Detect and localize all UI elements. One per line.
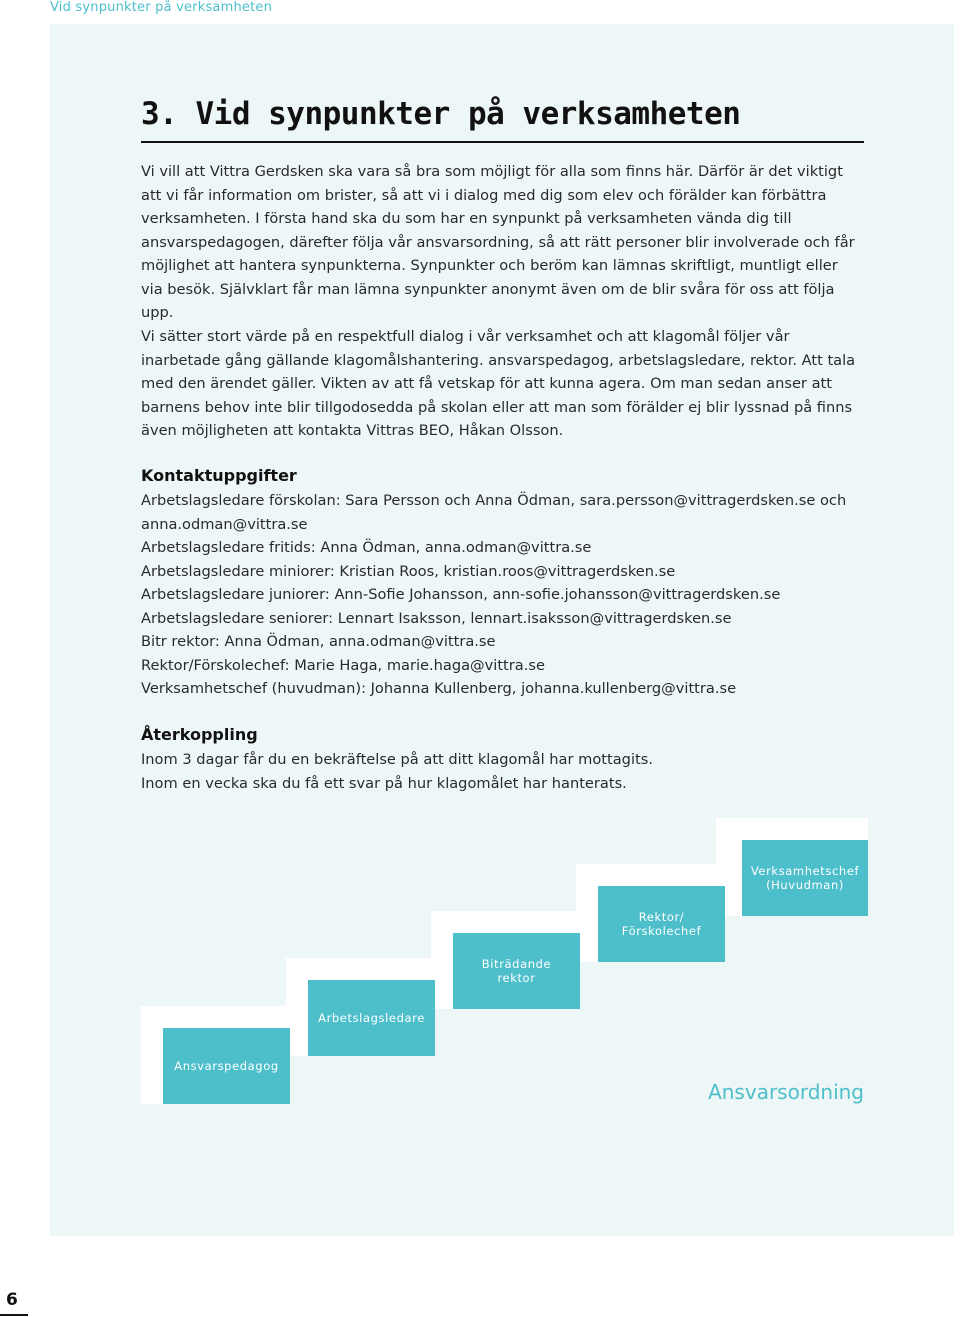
contact-line: Arbetslagsledare förskolan: Sara Persson och Anna Ödman, sara.persson@vittragerdsken.se och xyxy=(141,492,847,509)
ladder-step-bitradande-rektor: Biträdande rektor xyxy=(453,933,580,1009)
page-number: 6 xyxy=(6,1290,18,1310)
contact-line: Verksamhetschef (huvudman): Johanna Kullenberg, johanna.kullenberg@vittra.se xyxy=(141,680,737,697)
intro-paragraph-1: Vi vill att Vittra Gerdsken ska vara så bra som möjligt för alla som finns här. Därför är det viktigt att vi får information om brister, så att vi i dialog med dig som elev och förälder kan förbättra verksamheten. I första hand ska du som har en synpunkt på verksamheten vända dig till ansvarspedagogen, därefter följa vår ansvarsordning, så att rätt personer blir involverade och får möjlighet att hantera synpunkterna. Synpunkter och beröm kan lämnas skriftligt, muntligt eller via besök. Självklart får man lämna synpunkter anonymt även om de blir svåra för oss att följa upp. xyxy=(141,163,855,321)
running-header: Vid synpunkter på verksamheten xyxy=(50,0,273,15)
section-title: 3. Vid synpunkter på verksamheten xyxy=(141,96,741,132)
contacts-heading: Kontaktuppgifter xyxy=(141,466,297,485)
contact-line: Arbetslagsledare miniorer: Kristian Roos, kristian.roos@vittragerdsken.se xyxy=(141,562,676,580)
feedback-line: Inom en vecka ska du få ett svar på hur klagomålet har hanterats. xyxy=(141,774,627,792)
intro-paragraph-2: Vi sätter stort värde på en respektfull dialog i vår verksamhet och att klagomål följer vår inarbetade gång gällande klagomålshantering. ansvarspedagog, arbetslagsledare, rektor. Att tala med den ärendet gäller. Vikten av att få vetskap för att kunna agera. Om man sedan anser att barnens behov inte blir tillgodosedda på skolan eller att man som förälder ej blir lyssnad på finns även möjligheten att kontakta Vittras BEO, Håkan Olsson. xyxy=(141,328,856,439)
ladder-step-rektor: Rektor/ Förskolechef xyxy=(598,886,725,962)
contact-line: anna.odman@vittra.se xyxy=(141,515,308,533)
ladder-step-ansvarspedagog: Ansvarspedagog xyxy=(163,1028,290,1104)
title-underline xyxy=(141,141,864,143)
ladder-caption: Ansvarsordning xyxy=(708,1080,864,1104)
contact-line: Arbetslagsledare juniorer: Ann-Sofie Johansson, ann-sofie.johansson@vittragerdsken.se xyxy=(141,586,781,603)
contact-line: Arbetslagsledare seniorer: Lennart Isaksson, lennart.isaksson@vittragerdsken.se xyxy=(141,609,732,627)
page-number-rule xyxy=(0,1314,28,1316)
contacts-list xyxy=(141,489,871,701)
feedback-heading: Återkoppling xyxy=(141,725,258,744)
feedback-list xyxy=(141,748,871,795)
ladder-step-verksamhetschef: Verksamhetschef (Huvudman) xyxy=(742,840,868,916)
contact-line: Arbetslagsledare fritids: Anna Ödman, anna.odman@vittra.se xyxy=(141,539,592,556)
contact-line: Rektor/Förskolechef: Marie Haga, marie.haga@vittra.se xyxy=(141,656,545,674)
ladder-step-arbetslagsledare: Arbetslagsledare xyxy=(308,980,435,1056)
contact-line: Bitr rektor: Anna Ödman, anna.odman@vittra.se xyxy=(141,633,496,650)
feedback-line: Inom 3 dagar får du en bekräftelse på att ditt klagomål har mottagits. xyxy=(141,751,653,768)
